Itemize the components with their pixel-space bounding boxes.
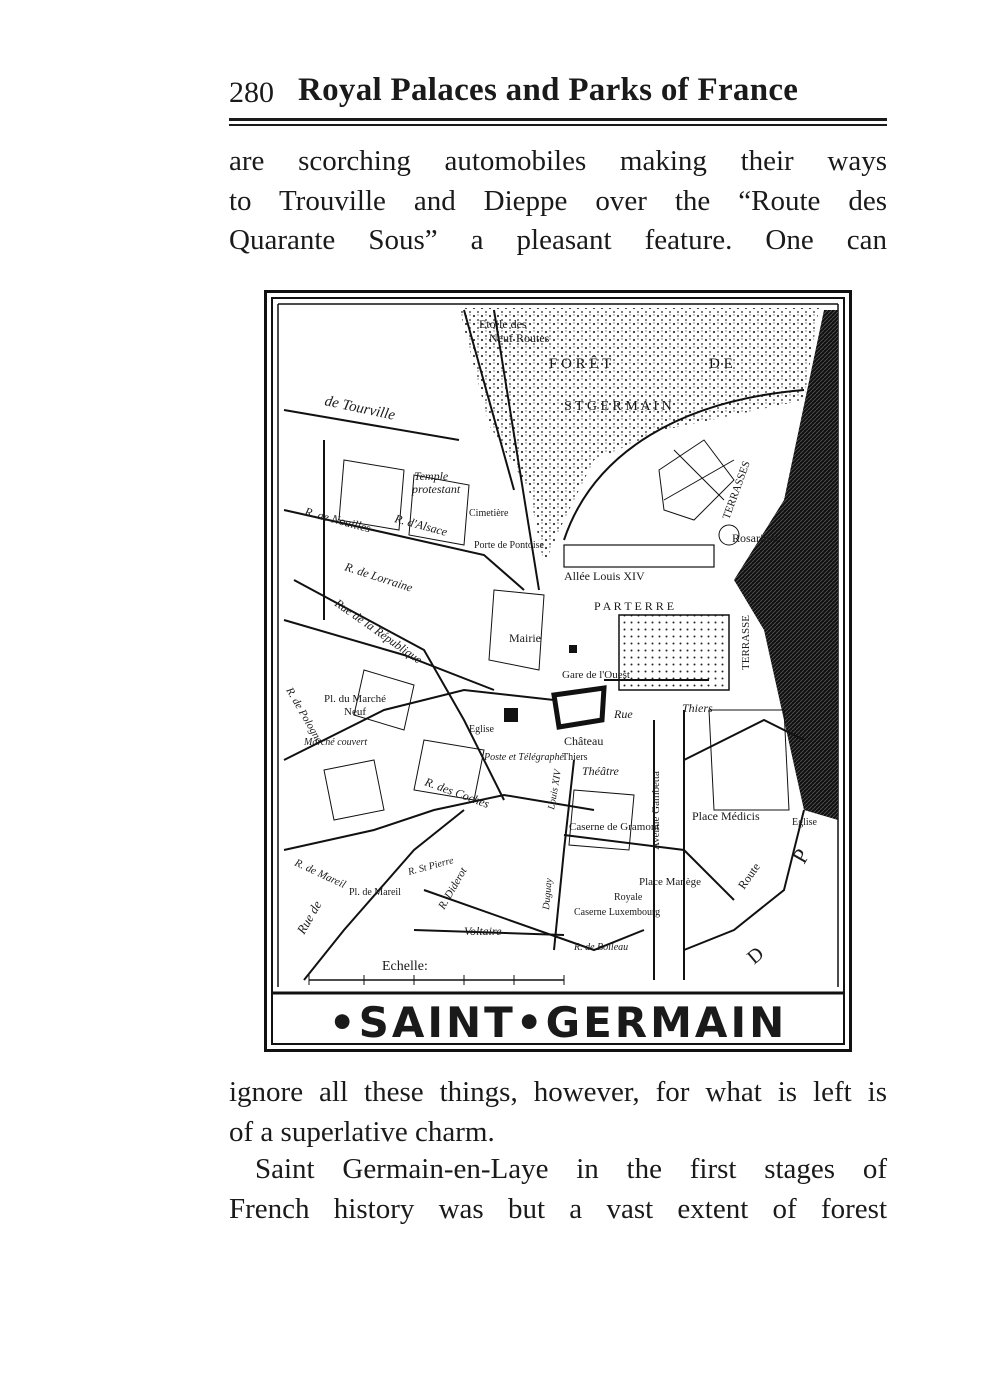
map-label: D E — [709, 356, 733, 372]
map-label: R. des Coches — [422, 774, 492, 811]
map-label: R. de Pologne — [283, 685, 325, 746]
map-label: Pl. du Marché — [324, 693, 387, 705]
text-line: Quarante Sous” a pleasant feature. One can — [229, 224, 887, 256]
map-figure — [264, 290, 852, 1052]
map-label: Allée Louis XIV — [564, 569, 645, 583]
map-label: Mairie — [509, 631, 541, 645]
map-label: Neuf — [344, 706, 366, 718]
map-label: F O R Ê T — [549, 356, 612, 372]
map-label: Porte de Pontoise — [474, 540, 544, 551]
map-label: R. de Lorraine — [343, 559, 415, 595]
map-label: Voltaire — [464, 924, 502, 938]
text-line: Saint Germain-en-Laye in the first stages of — [255, 1153, 887, 1185]
map-label: Place Manège — [639, 876, 701, 888]
map-label: Temple — [414, 469, 449, 483]
map-label: TERRASSE — [740, 614, 752, 670]
map-label: Château — [564, 734, 604, 748]
map-label: R. St Pierre — [406, 855, 455, 878]
map-label: P — [786, 844, 815, 868]
map-label: Neuf Routes — [489, 331, 550, 345]
running-header — [229, 70, 889, 114]
map-label: R. d'Alsace — [393, 511, 449, 539]
map-label: Eglise — [469, 724, 494, 735]
map-label: Rue — [614, 707, 633, 721]
text-line: of a superlative charm. — [229, 1115, 495, 1148]
map-label: Pl. de Mareil — [349, 887, 401, 898]
running-title: Royal Palaces and Parks of France — [298, 72, 799, 108]
map-label: Thiers — [562, 752, 588, 763]
text-line: to Trouville and Dieppe over the “Route des — [229, 184, 887, 217]
text-line: are scorching automobiles making their ways — [229, 145, 887, 177]
map-label: Etoile des — [479, 317, 527, 331]
map-label: P A R T E R R E — [594, 599, 675, 613]
map-label: Rue de la République — [332, 595, 425, 667]
map-label: Thiers — [682, 701, 713, 715]
map-label: Cimetière — [469, 508, 509, 519]
map-label: Louis XIV — [546, 768, 564, 811]
paragraph-bottom — [229, 1073, 887, 1152]
map-label: R. de Noailles — [303, 504, 373, 536]
map-label: Marché couvert — [304, 737, 368, 748]
map-label: Théâtre — [582, 764, 619, 778]
map-label: protestant — [412, 482, 461, 496]
map-label: Gare de l'Ouest — [562, 669, 630, 681]
map-label: Caserne Luxembourg — [574, 907, 661, 918]
map-label: R. de Mareil — [292, 856, 348, 891]
map-label: R. de Boileau — [574, 942, 629, 953]
map-label: Royale — [614, 892, 643, 903]
page-number: 280 — [229, 76, 274, 109]
map-label: Avenue Gambetta — [650, 771, 662, 850]
map-label: Rosarium — [732, 531, 779, 545]
header-rule-thin — [229, 124, 887, 126]
paragraph-top — [229, 142, 887, 261]
map-label: Duguay — [541, 877, 555, 911]
map-label: D — [743, 942, 769, 969]
map-label: TERRASSES — [720, 459, 753, 522]
map-label: Poste et Télégraphe — [484, 752, 564, 763]
map-label: Rue de — [293, 898, 325, 937]
paragraph-last — [229, 1150, 887, 1229]
map-label: Eglise — [792, 817, 817, 828]
map-label: de Tourville — [323, 393, 397, 424]
map-label: R. Diderot — [436, 865, 470, 912]
header-rule-thick — [229, 118, 887, 121]
map-label: Place Médicis — [692, 809, 760, 823]
map-caption: •SAINT•GERMAIN — [328, 998, 788, 1047]
text-line: French history was but a vast extent of forest — [229, 1192, 887, 1225]
map-illustration — [264, 290, 852, 1052]
map-label: Route — [734, 860, 763, 892]
map-label: Caserne de Gramont — [569, 821, 660, 833]
text-line: ignore all these things, however, for what is left is — [229, 1076, 887, 1108]
map-scale-label: Echelle: — [382, 959, 428, 974]
map-label: S T G E R M A I N — [564, 399, 672, 414]
